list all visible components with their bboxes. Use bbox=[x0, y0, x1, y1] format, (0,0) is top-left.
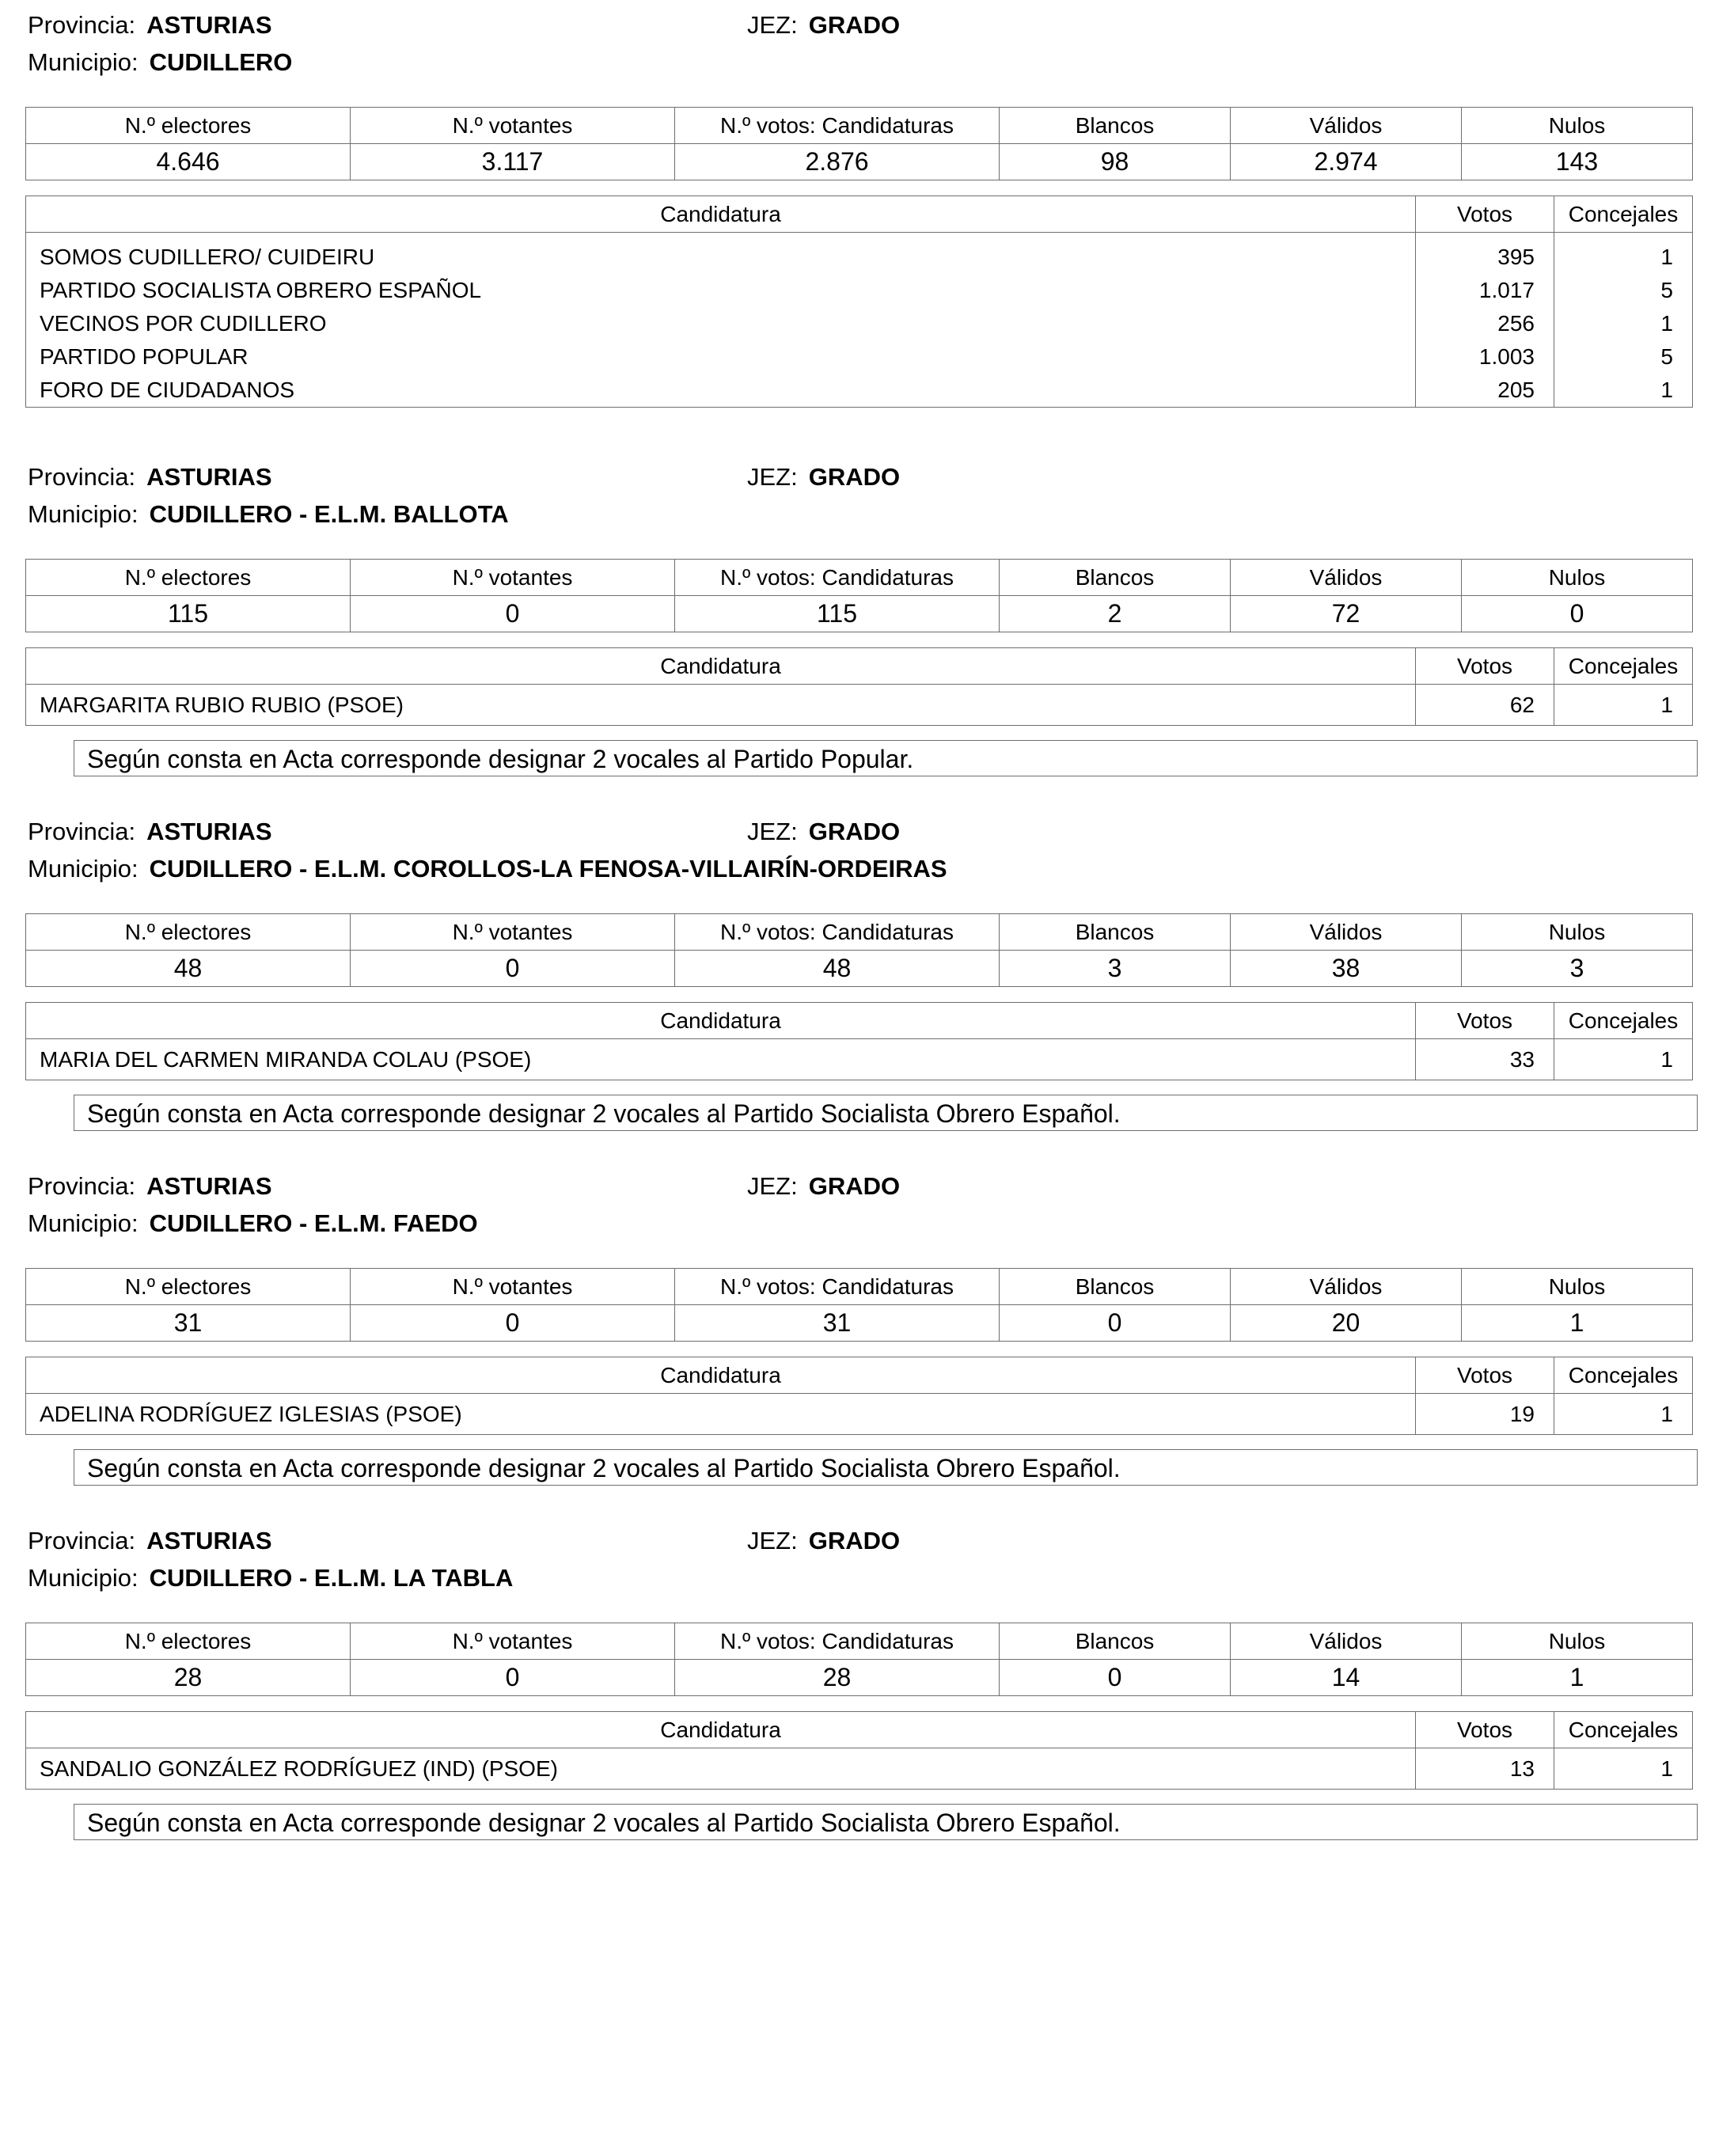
summary-value-cell: 20 bbox=[1231, 1305, 1462, 1342]
summary-header-cell: N.º electores bbox=[26, 914, 351, 951]
candidate-nombre: SANDALIO GONZÁLEZ RODRÍGUEZ (IND) (PSOE) bbox=[40, 1756, 558, 1781]
jez-label: JEZ: bbox=[747, 1172, 798, 1200]
candidates-column-nombre bbox=[26, 1039, 1416, 1080]
candidate-concejales: 1 bbox=[1660, 245, 1673, 269]
summary-header-cell: N.º electores bbox=[26, 1269, 351, 1305]
candidates-column-nombre bbox=[26, 685, 1416, 726]
summary-header-cell: Válidos bbox=[1231, 108, 1462, 144]
candidates-header-cell: Candidatura bbox=[26, 196, 1416, 233]
jez-value: GRADO bbox=[808, 463, 901, 491]
summary-value-cell: 115 bbox=[26, 596, 351, 632]
summary-header-cell: N.º electores bbox=[26, 1623, 351, 1660]
candidates-column-nombre bbox=[26, 1394, 1416, 1435]
candidates-header-cell: Votos bbox=[1416, 1003, 1554, 1039]
candidates-header-cell: Concejales bbox=[1554, 1003, 1693, 1039]
summary-value-cell: 1 bbox=[1462, 1305, 1693, 1342]
candidates-table bbox=[25, 1002, 1693, 1080]
jez-line bbox=[747, 9, 900, 41]
summary-value-cell: 3 bbox=[1462, 951, 1693, 987]
summary-header-cell: Válidos bbox=[1231, 560, 1462, 596]
summary-header-row bbox=[26, 1269, 1693, 1305]
provincia-label: Provincia: bbox=[28, 818, 136, 845]
summary-header-cell: Blancos bbox=[1000, 108, 1231, 144]
candidate-concejales: 1 bbox=[1660, 1047, 1673, 1072]
candidates-header-row bbox=[26, 1003, 1693, 1039]
summary-value-row bbox=[26, 144, 1693, 180]
candidates-body-row bbox=[26, 233, 1693, 408]
provincia-label: Provincia: bbox=[28, 1172, 136, 1200]
candidates-table bbox=[25, 1711, 1693, 1790]
candidate-concejales: 1 bbox=[1660, 1402, 1673, 1426]
summary-value-row bbox=[26, 596, 1693, 632]
municipio-value: CUDILLERO bbox=[149, 48, 293, 76]
acta-note: Según consta en Acta corresponde designar 2 vocales al Partido Popular. bbox=[74, 740, 1698, 776]
municipality-section bbox=[0, 1171, 1719, 1497]
provincia-line bbox=[28, 1171, 272, 1202]
summary-header-cell: Blancos bbox=[1000, 560, 1231, 596]
summary-header-cell: N.º electores bbox=[26, 560, 351, 596]
candidates-body-row bbox=[26, 1039, 1693, 1080]
summary-value-cell: 2.876 bbox=[675, 144, 1000, 180]
candidate-votos: 33 bbox=[1509, 1047, 1535, 1072]
provincia-line bbox=[28, 816, 272, 848]
candidate-nombre: SOMOS CUDILLERO/ CUIDEIRU bbox=[40, 245, 375, 269]
provincia-value: ASTURIAS bbox=[146, 463, 272, 491]
municipio-value: CUDILLERO - E.L.M. FAEDO bbox=[149, 1209, 478, 1237]
provincia-line bbox=[28, 9, 272, 41]
summary-value-cell: 3.117 bbox=[351, 144, 675, 180]
acta-note: Según consta en Acta corresponde designar 2 vocales al Partido Socialista Obrero Español. bbox=[74, 1095, 1698, 1131]
summary-value-cell: 143 bbox=[1462, 144, 1693, 180]
summary-header-cell: N.º votantes bbox=[351, 108, 675, 144]
jez-label: JEZ: bbox=[747, 463, 798, 491]
summary-header-cell: N.º electores bbox=[26, 108, 351, 144]
candidates-column-concejales bbox=[1554, 1039, 1693, 1080]
jez-value: GRADO bbox=[808, 11, 901, 39]
summary-value-cell: 1 bbox=[1462, 1660, 1693, 1696]
candidates-column-concejales bbox=[1554, 1748, 1693, 1790]
summary-header-cell: N.º votantes bbox=[351, 1623, 675, 1660]
municipio-label: Municipio: bbox=[28, 1564, 139, 1592]
provincia-label: Provincia: bbox=[28, 1527, 136, 1554]
municipio-label: Municipio: bbox=[28, 1209, 139, 1237]
summary-header-cell: N.º votos: Candidaturas bbox=[675, 560, 1000, 596]
summary-value-cell: 0 bbox=[351, 596, 675, 632]
summary-header-cell: Nulos bbox=[1462, 1623, 1693, 1660]
summary-value-cell: 31 bbox=[675, 1305, 1000, 1342]
summary-table bbox=[25, 913, 1693, 987]
candidate-concejales: 1 bbox=[1660, 693, 1673, 717]
candidate-votos: 205 bbox=[1497, 378, 1535, 402]
summary-value-cell: 48 bbox=[26, 951, 351, 987]
candidate-votos: 395 bbox=[1497, 245, 1535, 269]
summary-header-row bbox=[26, 108, 1693, 144]
jez-label: JEZ: bbox=[747, 818, 798, 845]
candidates-header-cell: Concejales bbox=[1554, 1357, 1693, 1394]
candidate-votos: 1.017 bbox=[1478, 278, 1535, 302]
summary-value-cell: 0 bbox=[351, 1660, 675, 1696]
summary-value-cell: 115 bbox=[675, 596, 1000, 632]
candidates-header-row bbox=[26, 648, 1693, 685]
summary-value-cell: 38 bbox=[1231, 951, 1462, 987]
jez-line bbox=[747, 1525, 900, 1557]
candidates-column-votos bbox=[1416, 685, 1554, 726]
candidates-column-votos bbox=[1416, 233, 1554, 408]
acta-note: Según consta en Acta corresponde designar 2 vocales al Partido Socialista Obrero Español. bbox=[74, 1804, 1698, 1840]
candidate-votos: 62 bbox=[1509, 693, 1535, 717]
summary-header-cell: Nulos bbox=[1462, 108, 1693, 144]
provincia-value: ASTURIAS bbox=[146, 1527, 272, 1554]
candidates-body-row bbox=[26, 685, 1693, 726]
candidate-nombre: MARIA DEL CARMEN MIRANDA COLAU (PSOE) bbox=[40, 1047, 532, 1072]
candidates-header-row bbox=[26, 1357, 1693, 1394]
candidate-votos: 13 bbox=[1509, 1756, 1535, 1781]
provincia-value: ASTURIAS bbox=[146, 11, 272, 39]
candidates-header-cell: Concejales bbox=[1554, 648, 1693, 685]
jez-label: JEZ: bbox=[747, 1527, 798, 1554]
jez-line bbox=[747, 1171, 900, 1202]
provincia-label: Provincia: bbox=[28, 463, 136, 491]
municipio-value: CUDILLERO - E.L.M. COROLLOS-LA FENOSA-VILLAIRÍN-ORDEIRAS bbox=[149, 855, 947, 883]
candidate-votos: 19 bbox=[1509, 1402, 1535, 1426]
candidates-table bbox=[25, 1357, 1693, 1435]
candidates-table bbox=[25, 647, 1693, 726]
summary-header-cell: Blancos bbox=[1000, 1269, 1231, 1305]
municipality-section bbox=[0, 461, 1719, 788]
municipality-section bbox=[0, 9, 1719, 469]
jez-value: GRADO bbox=[808, 1527, 901, 1554]
summary-value-cell: 98 bbox=[1000, 144, 1231, 180]
candidate-concejales: 1 bbox=[1660, 378, 1673, 402]
candidates-header-cell: Candidatura bbox=[26, 648, 1416, 685]
candidates-header-cell: Concejales bbox=[1554, 196, 1693, 233]
candidates-header-cell: Votos bbox=[1416, 196, 1554, 233]
candidate-nombre: MARGARITA RUBIO RUBIO (PSOE) bbox=[40, 693, 404, 717]
candidates-column-votos bbox=[1416, 1748, 1554, 1790]
summary-header-cell: Válidos bbox=[1231, 1269, 1462, 1305]
summary-table bbox=[25, 107, 1693, 180]
jez-line bbox=[747, 816, 900, 848]
summary-value-row bbox=[26, 1305, 1693, 1342]
summary-value-cell: 28 bbox=[675, 1660, 1000, 1696]
candidate-concejales: 5 bbox=[1660, 278, 1673, 302]
summary-header-cell: N.º votos: Candidaturas bbox=[675, 1269, 1000, 1305]
municipio-line bbox=[28, 47, 292, 78]
candidates-header-cell: Concejales bbox=[1554, 1712, 1693, 1748]
acta-note: Según consta en Acta corresponde designar 2 vocales al Partido Socialista Obrero Español. bbox=[74, 1449, 1698, 1486]
jez-label: JEZ: bbox=[747, 11, 798, 39]
summary-header-cell: N.º votantes bbox=[351, 914, 675, 951]
summary-header-cell: Válidos bbox=[1231, 1623, 1462, 1660]
candidate-concejales: 1 bbox=[1660, 311, 1673, 336]
summary-value-row bbox=[26, 1660, 1693, 1696]
summary-header-cell: N.º votantes bbox=[351, 1269, 675, 1305]
provincia-line bbox=[28, 461, 272, 493]
candidates-column-concejales bbox=[1554, 233, 1693, 408]
candidate-nombre: PARTIDO SOCIALISTA OBRERO ESPAÑOL bbox=[40, 278, 482, 302]
summary-header-row bbox=[26, 560, 1693, 596]
municipality-section bbox=[0, 816, 1719, 1142]
candidate-nombre: FORO DE CIUDADANOS bbox=[40, 378, 295, 402]
municipality-section bbox=[0, 1525, 1719, 1851]
summary-value-cell: 28 bbox=[26, 1660, 351, 1696]
municipio-line bbox=[28, 499, 509, 530]
candidates-column-concejales bbox=[1554, 685, 1693, 726]
municipio-label: Municipio: bbox=[28, 500, 139, 528]
summary-value-cell: 4.646 bbox=[26, 144, 351, 180]
provincia-value: ASTURIAS bbox=[146, 818, 272, 845]
summary-table bbox=[25, 1268, 1693, 1342]
summary-header-cell: Blancos bbox=[1000, 914, 1231, 951]
summary-value-cell: 0 bbox=[1000, 1660, 1231, 1696]
municipio-line bbox=[28, 1208, 478, 1239]
summary-table bbox=[25, 559, 1693, 632]
candidate-votos: 1.003 bbox=[1478, 344, 1535, 369]
provincia-label: Provincia: bbox=[28, 11, 136, 39]
summary-value-row bbox=[26, 951, 1693, 987]
municipio-line bbox=[28, 853, 947, 885]
summary-header-cell: Blancos bbox=[1000, 1623, 1231, 1660]
jez-value: GRADO bbox=[808, 1172, 901, 1200]
summary-value-cell: 0 bbox=[1462, 596, 1693, 632]
candidates-header-cell: Candidatura bbox=[26, 1712, 1416, 1748]
candidates-column-nombre bbox=[26, 1748, 1416, 1790]
candidates-header-row bbox=[26, 1712, 1693, 1748]
summary-value-cell: 48 bbox=[675, 951, 1000, 987]
summary-value-cell: 14 bbox=[1231, 1660, 1462, 1696]
summary-header-row bbox=[26, 1623, 1693, 1660]
summary-header-cell: N.º votantes bbox=[351, 560, 675, 596]
summary-value-cell: 2 bbox=[1000, 596, 1231, 632]
summary-header-cell: Nulos bbox=[1462, 914, 1693, 951]
candidates-header-row bbox=[26, 196, 1693, 233]
summary-header-cell: N.º votos: Candidaturas bbox=[675, 914, 1000, 951]
jez-line bbox=[747, 461, 900, 493]
candidates-body-row bbox=[26, 1394, 1693, 1435]
candidate-concejales: 5 bbox=[1660, 344, 1673, 369]
candidate-nombre: VECINOS POR CUDILLERO bbox=[40, 311, 327, 336]
summary-value-cell: 31 bbox=[26, 1305, 351, 1342]
candidates-header-cell: Votos bbox=[1416, 648, 1554, 685]
candidates-column-votos bbox=[1416, 1394, 1554, 1435]
municipio-label: Municipio: bbox=[28, 48, 139, 76]
candidates-header-cell: Votos bbox=[1416, 1712, 1554, 1748]
municipio-label: Municipio: bbox=[28, 855, 139, 883]
candidates-header-cell: Candidatura bbox=[26, 1003, 1416, 1039]
summary-header-cell: Nulos bbox=[1462, 560, 1693, 596]
municipio-value: CUDILLERO - E.L.M. BALLOTA bbox=[149, 500, 509, 528]
summary-value-cell: 0 bbox=[351, 1305, 675, 1342]
provincia-line bbox=[28, 1525, 272, 1557]
jez-value: GRADO bbox=[808, 818, 901, 845]
summary-header-cell: N.º votos: Candidaturas bbox=[675, 108, 1000, 144]
summary-value-cell: 72 bbox=[1231, 596, 1462, 632]
candidates-header-cell: Votos bbox=[1416, 1357, 1554, 1394]
candidate-nombre: ADELINA RODRÍGUEZ IGLESIAS (PSOE) bbox=[40, 1402, 462, 1426]
candidate-nombre: PARTIDO POPULAR bbox=[40, 344, 249, 369]
summary-value-cell: 2.974 bbox=[1231, 144, 1462, 180]
summary-header-cell: N.º votos: Candidaturas bbox=[675, 1623, 1000, 1660]
candidate-votos: 256 bbox=[1497, 311, 1535, 336]
candidates-header-cell: Candidatura bbox=[26, 1357, 1416, 1394]
municipio-line bbox=[28, 1562, 513, 1594]
municipio-value: CUDILLERO - E.L.M. LA TABLA bbox=[149, 1564, 514, 1592]
candidates-table bbox=[25, 195, 1693, 408]
candidates-column-votos bbox=[1416, 1039, 1554, 1080]
summary-value-cell: 3 bbox=[1000, 951, 1231, 987]
provincia-value: ASTURIAS bbox=[146, 1172, 272, 1200]
candidates-body-row bbox=[26, 1748, 1693, 1790]
candidate-concejales: 1 bbox=[1660, 1756, 1673, 1781]
candidates-column-concejales bbox=[1554, 1394, 1693, 1435]
summary-header-cell: Nulos bbox=[1462, 1269, 1693, 1305]
summary-value-cell: 0 bbox=[1000, 1305, 1231, 1342]
summary-header-cell: Válidos bbox=[1231, 914, 1462, 951]
candidates-column-nombre bbox=[26, 233, 1416, 408]
summary-value-cell: 0 bbox=[351, 951, 675, 987]
summary-header-row bbox=[26, 914, 1693, 951]
summary-table bbox=[25, 1623, 1693, 1696]
